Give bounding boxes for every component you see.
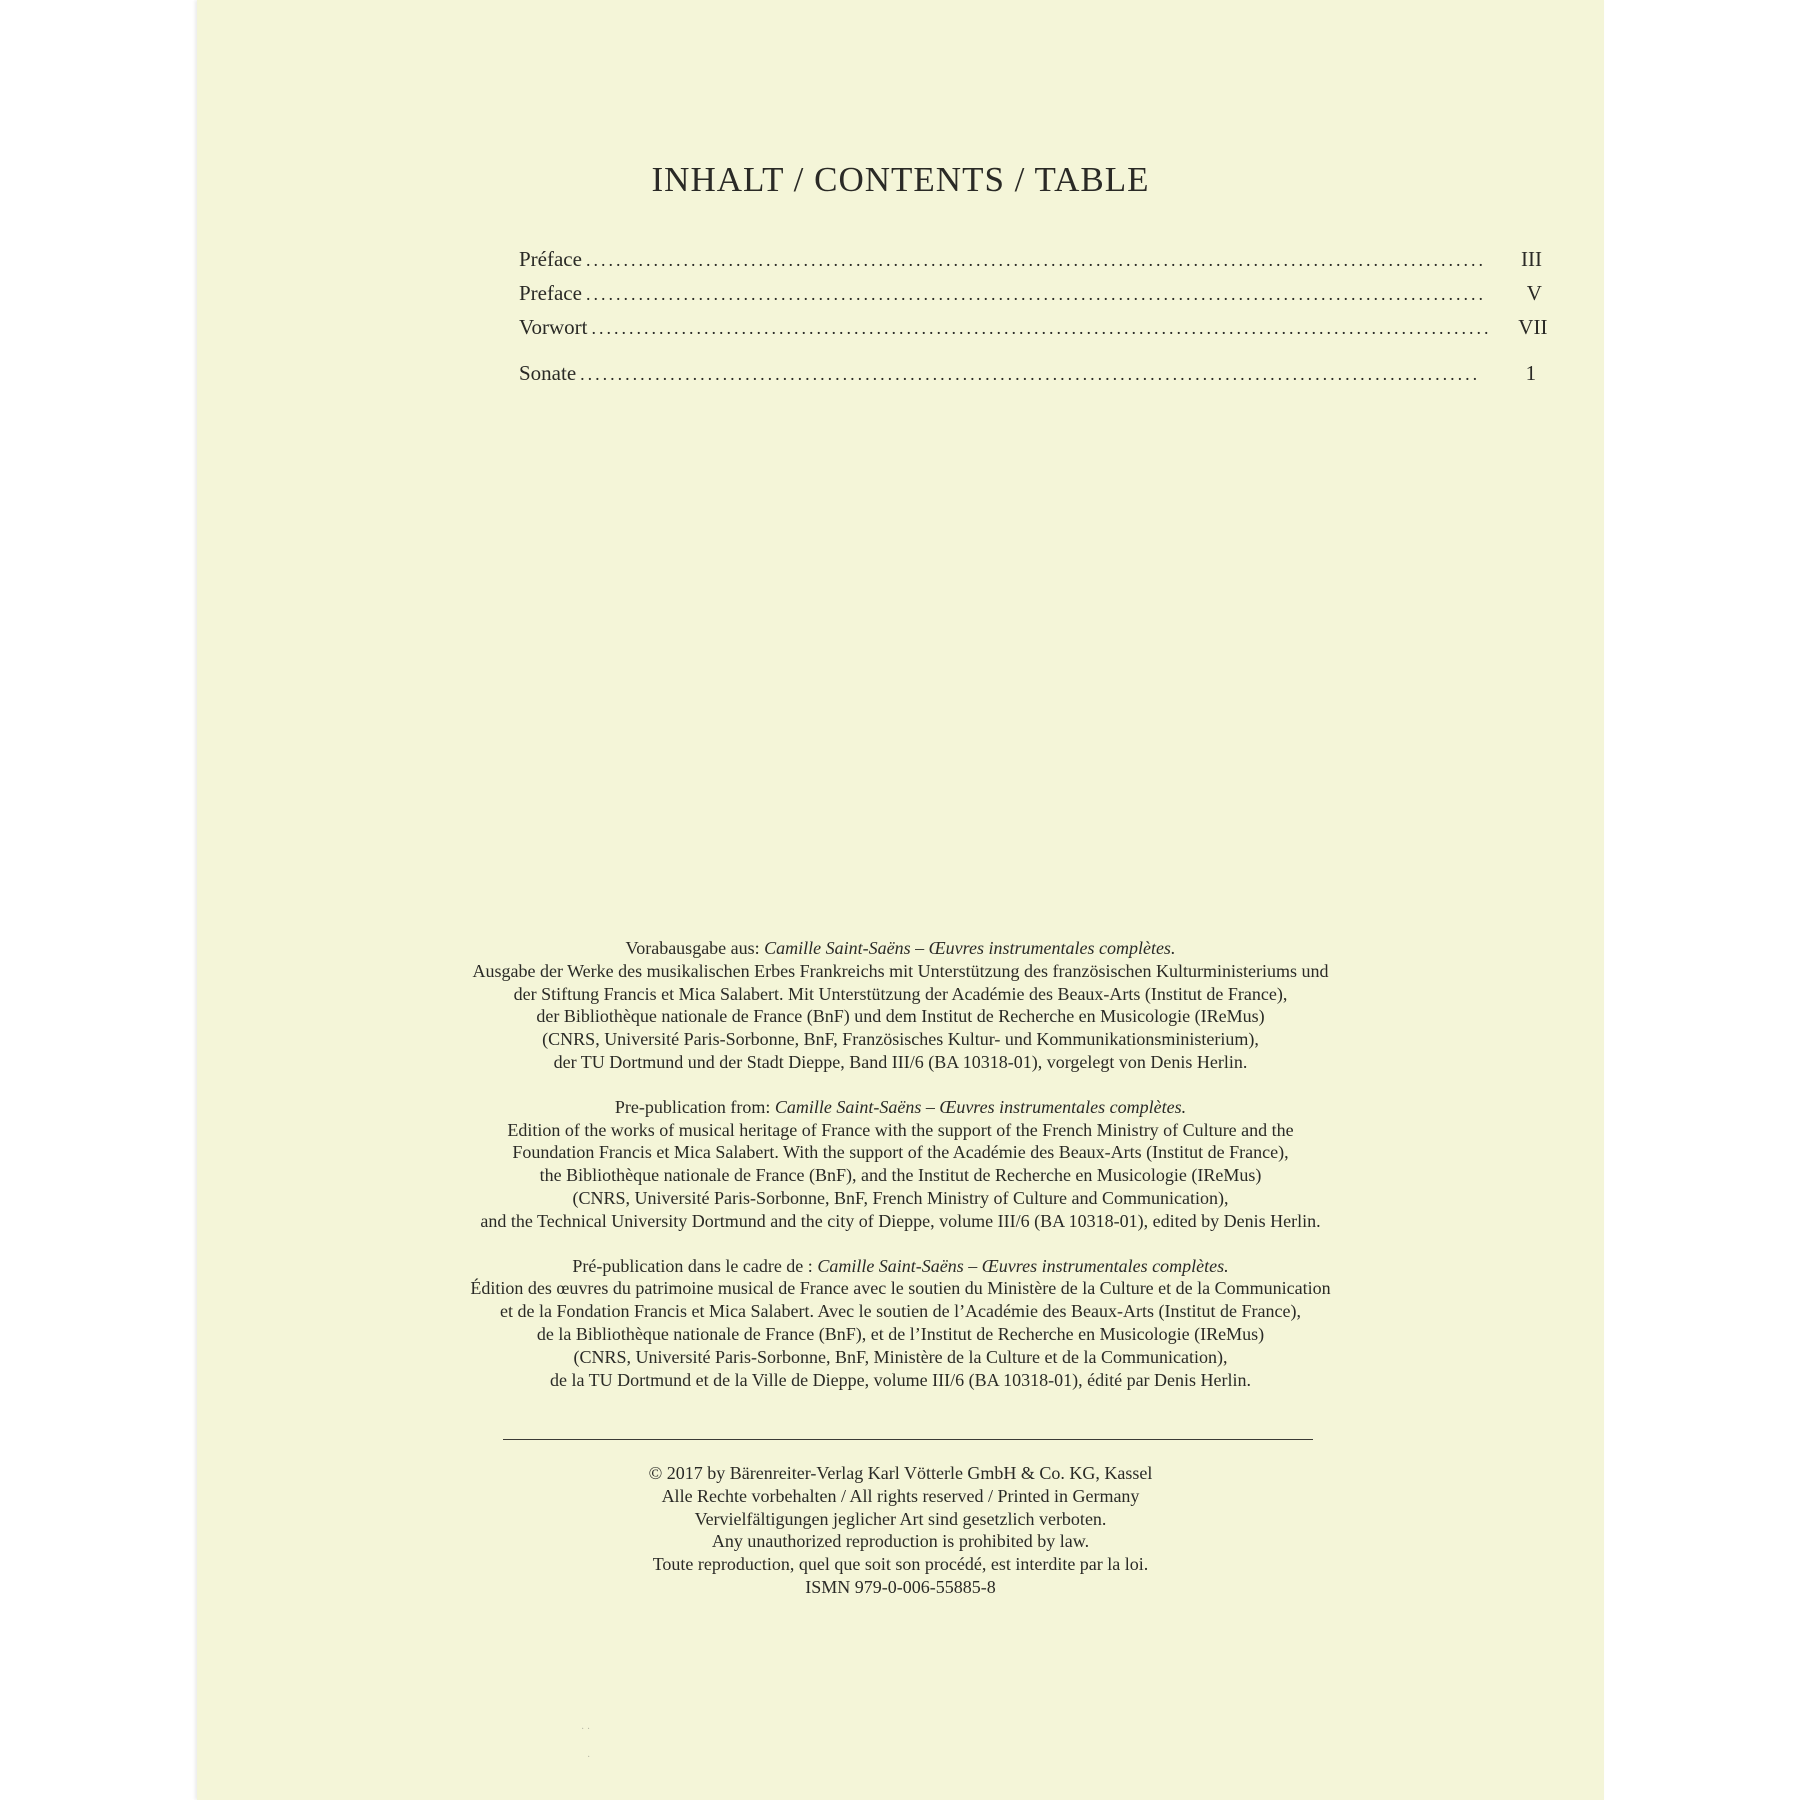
edition-note-german <box>197 937 1604 1074</box>
note-line: de la TU Dortmund et de la Ville de Dieppe, volume III/6 (BA 10318-01), édité par Denis Herlin. <box>549 1369 1252 1390</box>
rights-line: Any unauthorized reproduction is prohibited by law. <box>711 1531 1090 1552</box>
toc-leader-dots: ........................................................................................................................ <box>591 318 1492 338</box>
toc-entry-page: 1 <box>1525 361 1537 385</box>
toc-leader-dots: ........................................................................................................................ <box>580 364 1481 384</box>
toc-entry <box>519 315 1548 349</box>
work-title: Camille Saint-Saëns – Œuvres instrumentales complètes. <box>764 938 1176 958</box>
edition-note-english <box>197 1096 1604 1233</box>
note-line: Edition of the works of musical heritage of France with the support of the French Ministry of Culture and the <box>507 1119 1294 1140</box>
work-title: Camille Saint-Saëns – Œuvres instrumentales complètes. <box>774 1096 1187 1117</box>
toc-entry <box>519 281 1542 315</box>
note-line: (CNRS, Université Paris-Sorbonne, BnF, Französisches Kultur- und Kommunikationsministerium), <box>542 1029 1259 1050</box>
note-heading <box>197 937 1604 960</box>
paper-speck: · · <box>581 1724 591 1735</box>
toc-entry-page: VII <box>1518 315 1548 339</box>
toc-entry-page: V <box>1526 281 1542 305</box>
toc-entry <box>519 247 1542 281</box>
note-lead: Vorabausgabe aus: <box>625 938 765 958</box>
document-page <box>197 0 1604 1800</box>
note-lead: Pre-publication from: <box>614 1096 775 1117</box>
edition-note-french <box>197 1255 1604 1392</box>
copyright-block <box>197 1462 1604 1599</box>
divider-rule <box>503 1439 1313 1440</box>
rights-line: Toute reproduction, quel que soit son procédé, est interdite par la loi. <box>652 1554 1149 1575</box>
edition-notes <box>197 937 1604 1413</box>
toc-entry <box>519 361 1537 395</box>
note-line: the Bibliothèque nationale de France (BnF), and the Institut de Recherche en Musicologie (IReMus) <box>539 1165 1262 1186</box>
rights-line: Vervielfältigungen jeglicher Art sind gesetzlich verboten. <box>694 1508 1107 1529</box>
note-line: Ausgabe der Werke des musikalischen Erbes Frankreichs mit Unterstützung des französischen Kulturministeriums und <box>472 960 1329 981</box>
note-line: der Bibliothèque nationale de France (BnF) und dem Institut de Recherche en Musicologie (IReMus) <box>536 1006 1265 1027</box>
note-line: de la Bibliothèque nationale de France (BnF), et de l’Institut de Recherche en Musicologie (IReMus) <box>536 1323 1265 1344</box>
rights-line: Alle Rechte vorbehalten / All rights reserved / Printed in Germany <box>661 1485 1140 1506</box>
note-line: and the Technical University Dortmund and the city of Dieppe, volume III/6 (BA 10318-01), edited by Denis Herlin. <box>480 1210 1321 1231</box>
note-line: (CNRS, Université Paris-Sorbonne, BnF, Ministère de la Culture et de la Communication), <box>573 1346 1228 1367</box>
toc-entry-label: Sonate <box>519 361 577 385</box>
toc-leader-dots: ........................................................................................................................ <box>585 284 1486 304</box>
toc-entry-page: III <box>1520 247 1542 271</box>
note-heading <box>197 1255 1604 1278</box>
note-line: (CNRS, Université Paris-Sorbonne, BnF, French Ministry of Culture and Communication), <box>572 1187 1229 1208</box>
toc-entry-label: Préface <box>519 247 582 271</box>
work-title: Camille Saint-Saëns – Œuvres instrumentales complètes. <box>817 1255 1229 1276</box>
ismn-line: ISMN 979-0-006-55885-8 <box>805 1576 996 1597</box>
copyright-line: © 2017 by Bärenreiter-Verlag Karl Vötterle GmbH & Co. KG, Kassel <box>648 1463 1153 1483</box>
toc-entry-label: Vorwort <box>519 315 588 339</box>
note-lead: Pré-publication dans le cadre de : <box>572 1255 818 1276</box>
note-line: Édition des œuvres du patrimoine musical de France avec le soutien du Ministère de la Culture et de la Communication <box>470 1278 1331 1299</box>
note-line: der TU Dortmund und der Stadt Dieppe, Band III/6 (BA 10318-01), vorgelegt von Denis Herlin. <box>553 1051 1248 1072</box>
toc-leader-dots: ........................................................................................................................ <box>585 250 1486 270</box>
note-line: et de la Fondation Francis et Mica Salabert. Avec le soutien de l’Académie des Beaux-Arts (Institut de France), <box>500 1301 1301 1322</box>
page-title: INHALT / CONTENTS / TABLE <box>651 160 1150 199</box>
toc-entry-label: Preface <box>519 281 582 305</box>
note-line: der Stiftung Francis et Mica Salabert. Mit Unterstützung der Académie des Beaux-Arts (Institut de France), <box>513 983 1288 1004</box>
table-of-contents <box>519 247 1548 395</box>
note-line: Foundation Francis et Mica Salabert. With the support of the Académie des Beaux-Arts (Institut de France), <box>512 1142 1289 1163</box>
note-heading <box>197 1096 1604 1119</box>
paper-speck: · <box>587 1752 591 1763</box>
